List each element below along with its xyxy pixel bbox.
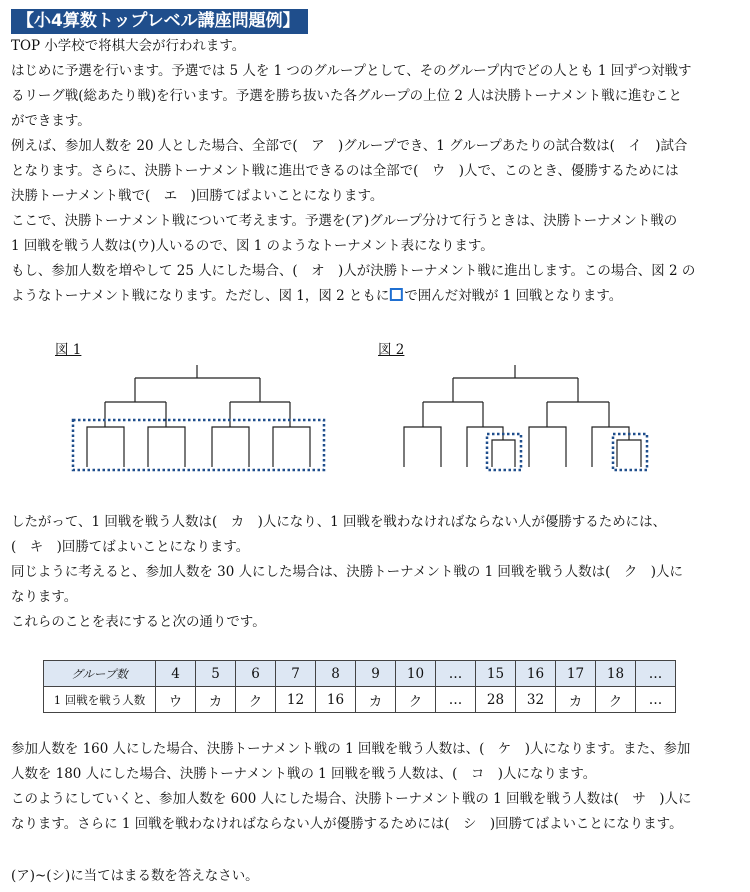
figure-2-bracket [395,360,660,478]
table-cell: 16 [316,687,356,713]
row-header: 1 回戦を戦う人数 [44,687,156,713]
table-cell: 10 [396,661,436,687]
page-title: 【小4算数トップレベル講座問題例】 [11,9,308,34]
figure-1-label: 図 1 [55,342,82,358]
table-cell: 12 [276,687,316,713]
outro-paragraph [11,737,743,837]
figure-2-label: 図 2 [378,342,405,358]
table-cell: 18 [596,661,636,687]
table-cell: 17 [556,661,596,687]
table-cell: 6 [236,661,276,687]
table-cell: ウ [156,687,196,713]
intro-paragraph [11,34,743,309]
table-cell: 5 [196,661,236,687]
text-segment: ようなトーナメント戦になります。ただし、図 1，図 2 ともに [11,288,390,304]
text-line: これらのことを表にすると次の通りです。 [11,614,266,630]
text-line: 参加人数を 160 人にした場合、決勝トーナメント戦の 1 回戦を戦う人数は、( ケ )人になります。また、参加 [11,741,691,757]
table-cell: … [636,687,676,713]
table-cell: 32 [516,687,556,713]
text-line: るリーグ戦(総あたり戦)を行います。予選を勝ち抜いた各グループの上位 2 人は決勝トーナメント戦に進むこと [11,88,682,104]
text-line: なります。 [11,589,78,605]
text-line: はじめに予選を行います。予選では 5 人を 1 つのグループとして、そのグループ内でどの人とも 1 回ずつ対戦す [11,63,692,79]
table-row [44,687,676,713]
text-line: もし、参加人数を増やして 25 人にした場合、( オ )人が決勝トーナメント戦に進出します。この場合、図 2 の [11,263,696,279]
group-table [43,660,676,713]
table-cell: 4 [156,661,196,687]
text-line: なります。さらに 1 回戦を戦わなければならない人が優勝するためには( シ )回勝てばよいことになります。 [11,816,683,832]
text-line [11,284,741,309]
question-line: (ア)~(シ)に当てはまる数を答えなさい。 [11,868,259,884]
text-line: したがって、1 回戦を戦う人数は( カ )人になり、1 回戦を戦わなければならない人が優勝するためには、 [11,514,667,530]
table-cell: 15 [476,661,516,687]
first-round-highlight [613,434,647,470]
text-line: 例えば、参加人数を 20 人とした場合、全部で( ア )グループでき、1 グループあたりの試合数は( イ )試合 [11,138,688,154]
table-cell: カ [356,687,396,713]
table-cell: カ [556,687,596,713]
text-line: 同じように考えると、参加人数を 30 人にした場合は、決勝トーナメント戦の 1 回戦を戦う人数は( ク )人に [11,564,683,580]
figure-1-bracket [60,360,340,478]
table-cell: … [436,687,476,713]
table-cell: ク [396,687,436,713]
text-line: 人数を 180 人にした場合、決勝トーナメント戦の 1 回戦を戦う人数は、( コ )人になります。 [11,766,597,782]
row-header: グループ数 [44,661,156,687]
table-cell: 9 [356,661,396,687]
table-cell: 16 [516,661,556,687]
middle-paragraph [11,510,743,635]
text-line: ( キ )回勝てばよいことになります。 [11,539,250,555]
square-icon [390,288,403,301]
table-cell: 7 [276,661,316,687]
text-line: 1 回戦を戦う人数は(ウ)人いるので、図 1 のようなトーナメント表になります。 [11,238,494,254]
text-line: TOP 小学校で将棋大会が行われます。 [11,38,246,54]
text-line: このようにしていくと、参加人数を 600 人にした場合、決勝トーナメント戦の 1 回戦を戦う人数は( サ )人に [11,791,692,807]
text-line: ができます。 [11,113,91,129]
table-cell: 8 [316,661,356,687]
table-row [44,661,676,687]
text-segment: で囲んだ対戦が 1 回戦となります。 [404,288,623,304]
text-line: ここで、決勝トーナメント戦について考えます。予選を(ア)グループ分けて行うときは、決勝トーナメント戦の [11,213,678,229]
text-line: 決勝トーナメント戦で( エ )回勝てばよいことになります。 [11,188,384,204]
table-cell: … [436,661,476,687]
table-cell: ク [596,687,636,713]
table-cell: 28 [476,687,516,713]
text-line: となります。さらに、決勝トーナメント戦に進出できるのは全部で( ウ )人で、このとき、優勝するためには [11,163,679,179]
table-cell: ク [236,687,276,713]
table-cell: カ [196,687,236,713]
table-cell: … [636,661,676,687]
